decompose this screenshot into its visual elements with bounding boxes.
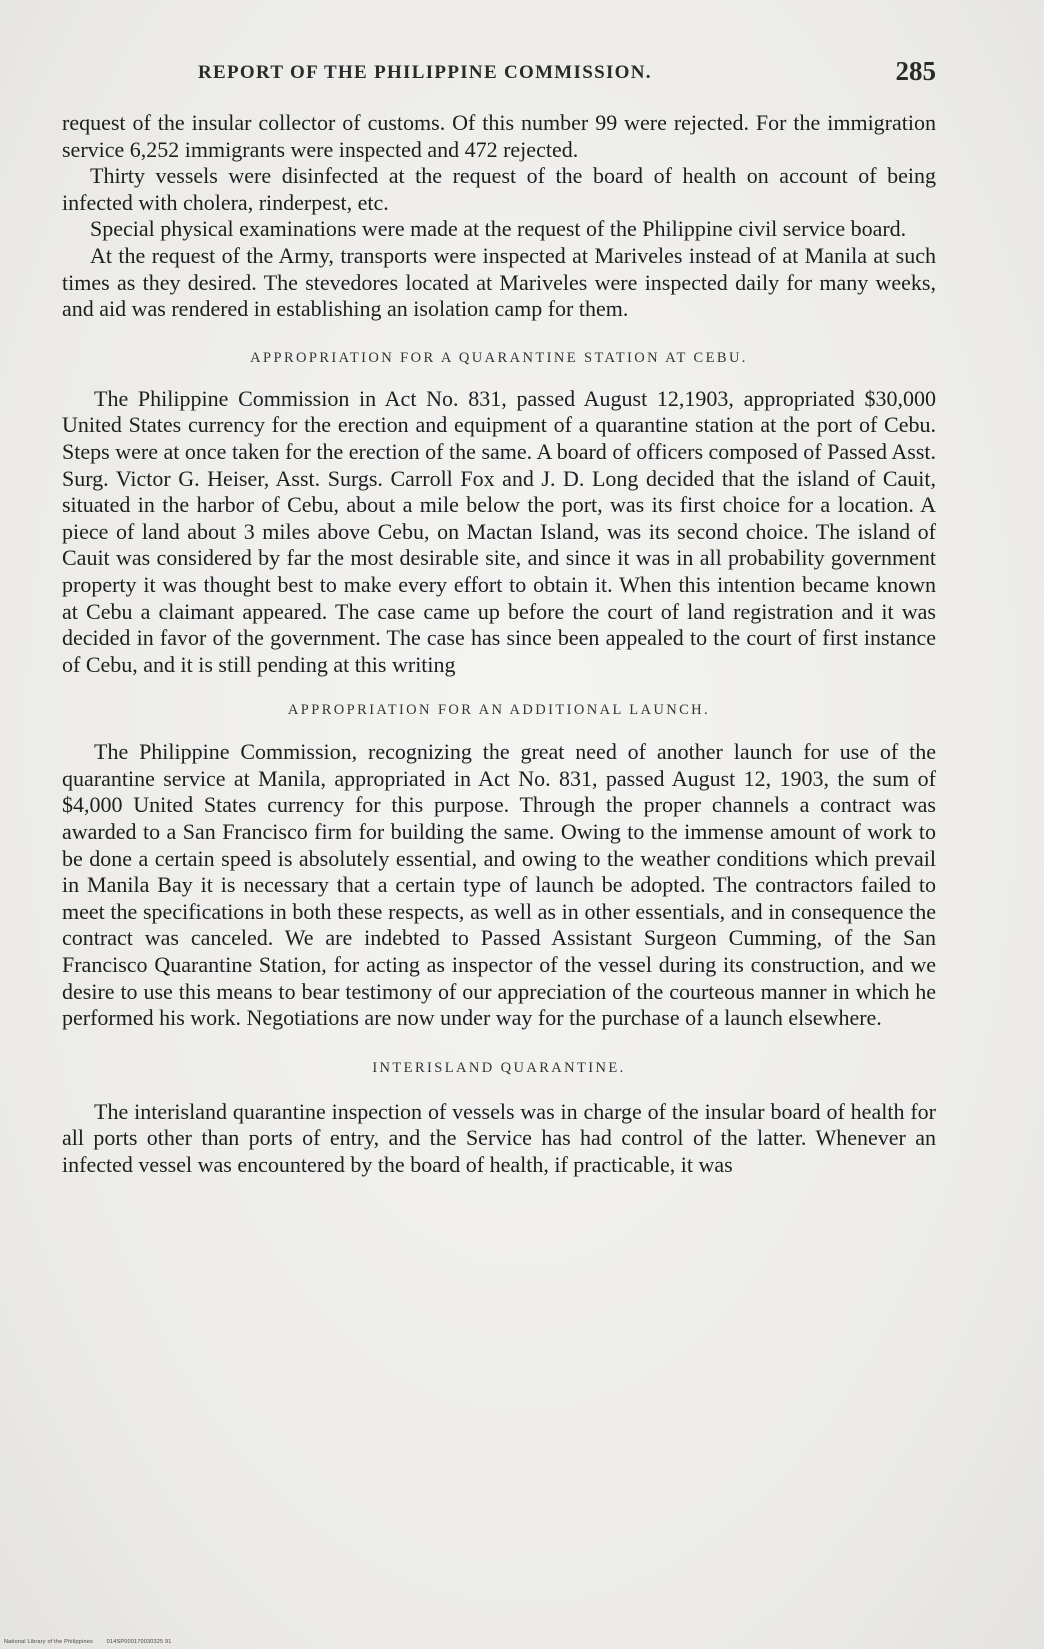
paragraph-disinfection: Thirty vessels were disinfected at the request of the board of health on account of being infected with cholera, rinderpest, etc. <box>62 163 936 215</box>
page-number: 285 <box>895 56 936 86</box>
library-name: National Library of the Philippines <box>4 1639 93 1645</box>
running-head <box>66 58 936 88</box>
section-heading-cebu: APPROPRIATION FOR A QUARANTINE STATION AT CEBU. <box>250 349 748 366</box>
paragraph-mariveles: At the request of the Army, transports were inspected at Mariveles instead of at Manila at such times as they desired. The stevedores located at Mariveles were inspected daily for many weeks, and aid was rendered in establishing an isolation camp for them. <box>62 242 936 322</box>
paragraph-civil-service: Special physical examinations were made at the request of the Philippine civil service board. <box>90 216 907 242</box>
scan-id: 014SP000170030325 91 <box>106 1639 172 1645</box>
running-title: REPORT OF THE PHILIPPINE COMMISSION. <box>198 62 652 83</box>
section-heading-launch: APPROPRIATION FOR AN ADDITIONAL LAUNCH. <box>287 702 711 719</box>
paragraph-additional-launch: The Philippine Commission, recognizing the great need of another launch for use of the quarantine service at Manila, appropriated in Act No. 831, passed August 12, 1903, the sum of $4,000 United States currency for this purpose. Through the proper channels a contract was awarded to a San Francisco firm for building the same. Owing to the immense amount of work to be done a certain speed is absolutely essential, and owing to the weather conditions which prevail in Manila Bay it is necessary that a certain type of launch be adopted. The contractors failed to meet the specifications in both these respects, as well as in other essentials, and in consequence the contract was canceled. We are indebted to Passed Assistant Surgeon Cumming, of the San Francisco Quarantine Station, for acting as inspector of the vessel during its construction, and we desire to use this means to bear testimony of our appreciation of the courteous manner in which he performed his work. Negotiations are now under way for the purchase of a launch elsewhere. <box>62 739 936 1031</box>
paragraph-cebu-station: The Philippine Commission in Act No. 831, passed August 12,1903, appropriated $30,000 United States currency for the erection and equipment of a quarantine station at the port of Cebu. Steps were at once taken for the erection of the same. A board of officers composed of Passed Asst. Surg. Victor G. Heiser, Asst. Surgs. Carroll Fox and J. D. Long decided that the island of Cauit, situated in the harbor of Cebu, about a mile below the port, was its first choice for a location. A piece of land about 3 miles above Cebu, on Mactan Island, was its second choice. The island of Cauit was considered by far the most desirable site, and since it was in all probability government property it was thought best to make every effort to obtain it. When this intention became known at Cebu a claimant appeared. The case came up before the court of land registration and it was decided in favor of the government. The case has since been appealed to the court of first instance of Cebu, and it is still pending at this writing <box>62 385 936 677</box>
section-heading-interisland: INTERISLAND QUARANTINE. <box>372 1059 626 1076</box>
body-text <box>62 110 936 1179</box>
paragraph-customs: request of the insular collector of customs. Of this number 99 were rejected. For the immigration service 6,252 immigrants were inspected and 472 rejected. <box>62 110 936 162</box>
scan-credit <box>4 1639 172 1645</box>
paragraph-interisland: The interisland quarantine inspection of vessels was in charge of the insular board of health for all ports other than ports of entry, and the Service has had control of the latter. Whenever an infected vessel was encountered by the board of health, if practicable, it was <box>62 1098 936 1177</box>
